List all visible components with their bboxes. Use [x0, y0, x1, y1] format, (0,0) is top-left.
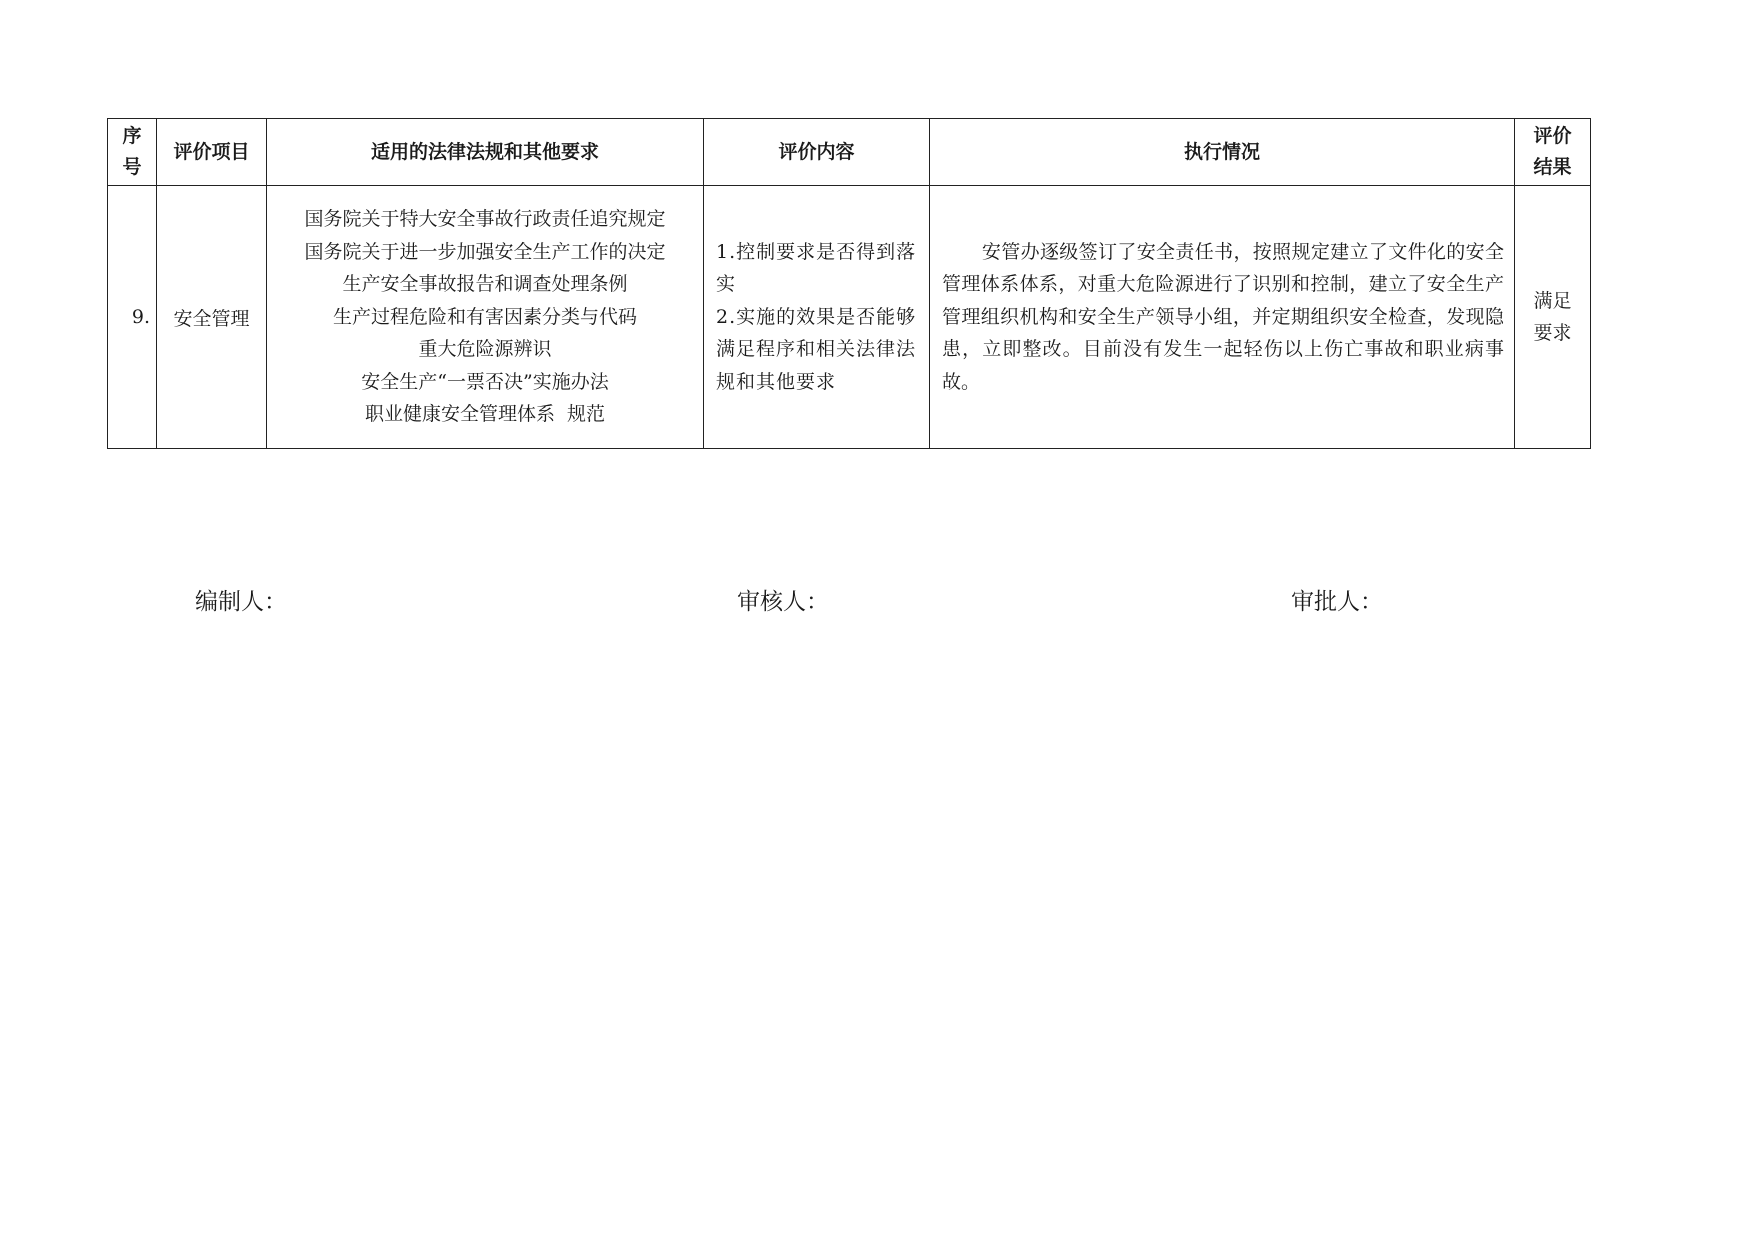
- header-laws: 适用的法律法规和其他要求: [267, 119, 704, 186]
- header-execution: 执行情况: [930, 119, 1515, 186]
- cell-laws: [267, 186, 704, 449]
- table-row: [108, 186, 1591, 449]
- content-point: 1.控制要求是否得到落实: [716, 240, 917, 296]
- law-item: 生产安全事故报告和调查处理条例: [342, 273, 628, 296]
- law-item: 国务院关于进一步加强安全生产工作的决定: [304, 240, 666, 263]
- header-result: 评价结果: [1515, 119, 1591, 186]
- reviewer-signature-label: 审核人：: [737, 589, 829, 615]
- law-item: 职业健康安全管理体系 规范: [364, 403, 606, 426]
- law-item: 生产过程危险和有害因素分类与代码: [332, 305, 637, 328]
- law-item: 重大危险源辨识: [418, 338, 552, 361]
- table-header-row: [108, 119, 1591, 186]
- header-item: 评价项目: [157, 119, 267, 186]
- cell-seq: 9.: [108, 186, 157, 449]
- header-seq: 序号: [108, 119, 157, 186]
- content-point: 2.实施的效果是否能够满足程序和相关法律法规和其他要求: [716, 305, 917, 393]
- cell-result: 满足要求: [1515, 186, 1591, 449]
- header-content: 评价内容: [704, 119, 930, 186]
- evaluation-table: [107, 118, 1591, 449]
- approver-signature-label: 审批人：: [1291, 589, 1383, 615]
- compiler-signature-label: 编制人：: [195, 589, 287, 615]
- law-item: 安全生产“一票否决”实施办法: [361, 370, 609, 393]
- cell-content: [704, 186, 930, 449]
- law-item: 国务院关于特大安全事故行政责任追究规定: [304, 208, 666, 231]
- cell-item: 安全管理: [157, 186, 267, 449]
- cell-execution: 安管办逐级签订了安全责任书，按照规定建立了文件化的安全管理体系体系，对重大危险源进行了识别和控制，建立了安全生产管理组织机构和安全生产领导小组，并定期组织安全检查，发现隐患，立即整改。目前没有发生一起轻伤以上伤亡事故和职业病事故。: [930, 186, 1515, 449]
